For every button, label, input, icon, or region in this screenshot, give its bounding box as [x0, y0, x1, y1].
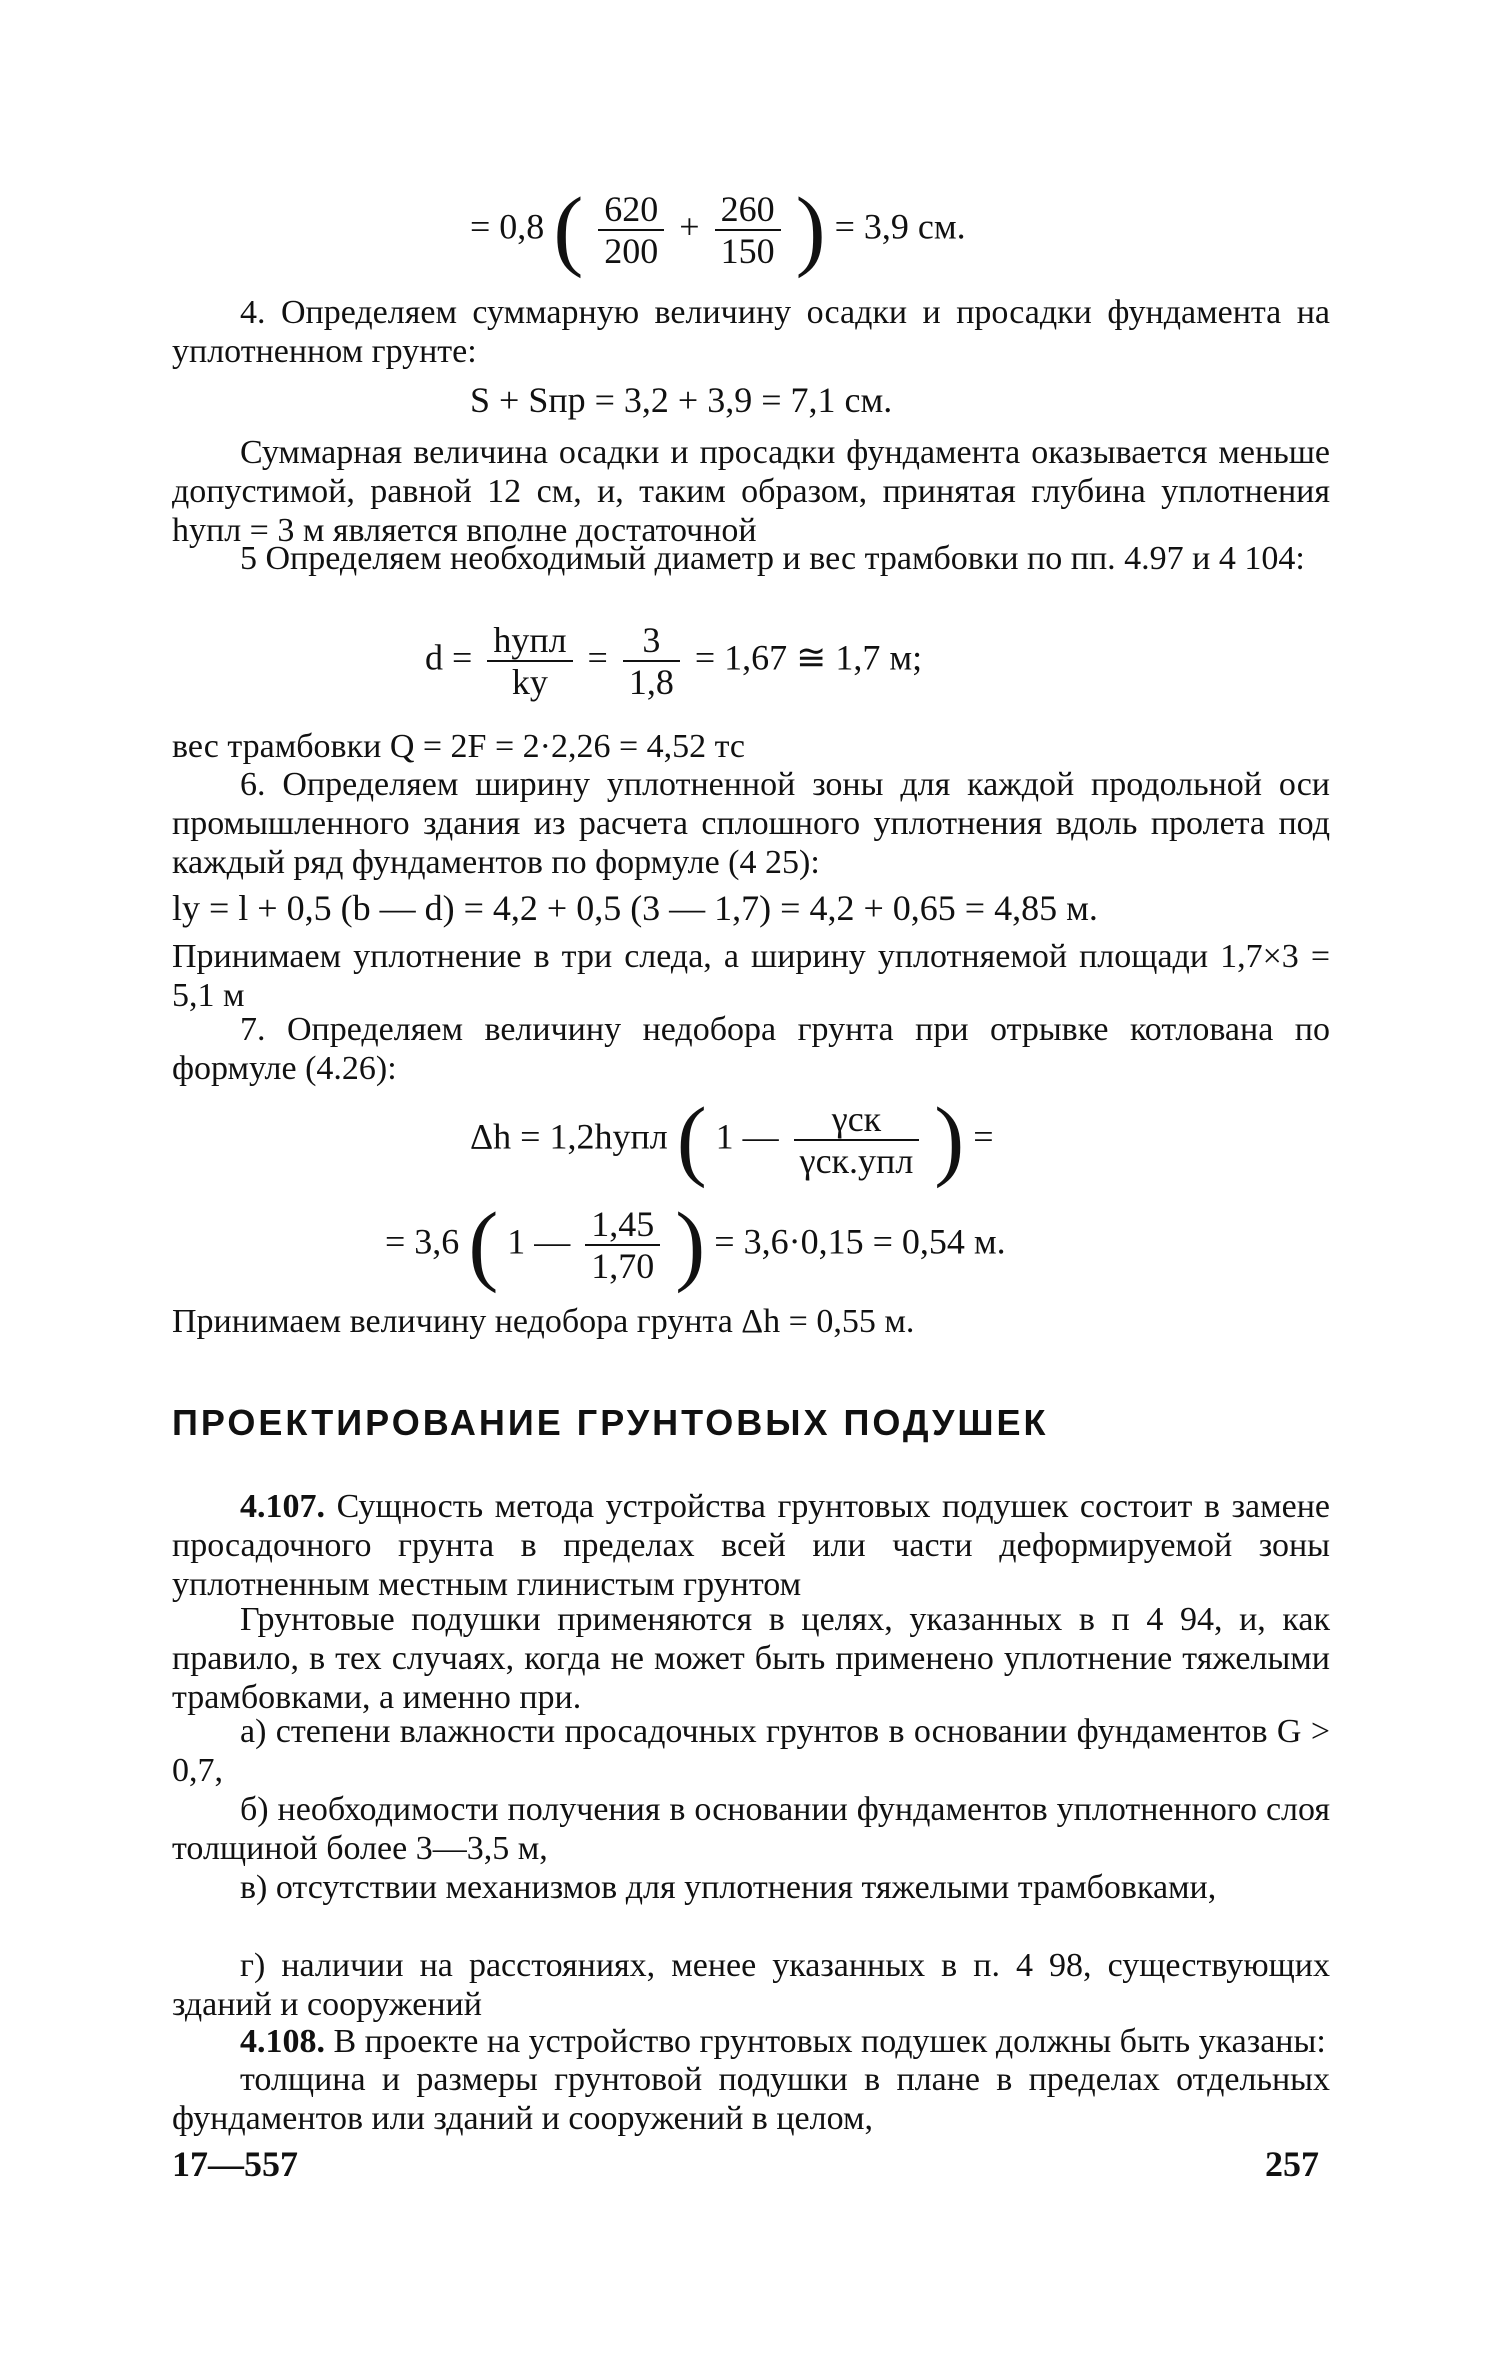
formula-sum-ratio: = 0,8 ( $\frac{620}{200}$ + $\frac{260}{150}$ ) = 3,9 см.: [470, 180, 966, 279]
fraction-gamma: $\frac{\text{γск}}{\text{γск.упл}}$: [794, 1099, 920, 1181]
fraction-3-18: $\frac{3}{1,8}$: [623, 620, 680, 702]
paragraph-use: Грунтовые подушки применяются в целях, указанных в п 4 94, и, как правило, в тех случаях, когда не может быть применено уплотнение тяжелыми трамбовками, а именно при.: [172, 1601, 1330, 1716]
paragraph-accept-2: Принимаем величину недобора грунта Δh = 0,55 м.: [172, 1303, 915, 1340]
formula-lead: = 0,8: [470, 206, 545, 247]
section-heading: ПРОЕКТИРОВАНИЕ ГРУНТОВЫХ ПОДУШЕК: [172, 1402, 1049, 1443]
footer-signature: 17—557: [172, 2144, 298, 2184]
page-number: 257: [1265, 2144, 1319, 2184]
paragraph-sum: Суммарная величина осадки и просадки фундамента оказывается меньше допустимой, равной 12 см, и, таким образом, принятая глубина уплотнения hупл = 3 м является вполне достаточной: [172, 434, 1330, 549]
formula-width: lу = l + 0,5 (b — d) = 4,2 + 0,5 (3 — 1,7) = 4,2 + 0,65 = 4,85 м.: [172, 888, 1098, 928]
paragraph-7: 7. Определяем величину недобора грунта при отрывке котлована по формуле (4.26):: [172, 1011, 1330, 1087]
list-item-g: г) наличии на расстояниях, менее указанных в п. 4 98, существующих зданий и сооружений: [172, 1947, 1330, 2023]
paragraph-4: 4. Определяем суммарную величину осадки и просадки фундамента на уплотненном грунте:: [172, 294, 1330, 370]
formula-delta-h-result: = 3,6 ( 1 — $\frac{1,45}{1,70}$ ) = 3,6·0,15 = 0,54 м.: [385, 1195, 1006, 1294]
fraction-b: $\frac{260}{150}$: [715, 189, 781, 271]
formula-delta-h: Δh = 1,2hупл ( 1 — $\frac{\text{γск}}{\text{γск.упл}}$ ) =: [470, 1090, 994, 1189]
formula-total-settlement: S + Sпр = 3,2 + 3,9 = 7,1 см.: [470, 380, 893, 420]
paragraph-4-107: 4.107. Сущность метода устройства грунтовых подушек состоит в замене просадочного грунта в пределах всей или части деформируемой зоны уплотненным местным глинистым грунтом: [172, 1488, 1331, 1603]
list-item-a: а) степени влажности просадочных грунтов в основании фундаментов G > 0,7,: [172, 1713, 1330, 1789]
paragraph-accept-1: Принимаем уплотнение в три следа, а ширину уплотняемой площади 1,7×3 = 5,1 м: [172, 938, 1330, 1014]
paragraph-thickness: толщина и размеры грунтовой подушки в плане в пределах отдельных фундаментов или зданий и сооружений в целом,: [172, 2061, 1330, 2137]
fraction-h-k: $\frac{\text{hупл}}{kу}$: [487, 620, 572, 702]
fraction-145-170: $\frac{1,45}{1,70}$: [585, 1204, 660, 1286]
paragraph-4-108: 4.108. В проекте на устройство грунтовых подушек должны быть указаны:: [240, 2023, 1326, 2060]
formula-result: = 3,9 см.: [834, 206, 966, 247]
paragraph-weight: вес трамбовки Q = 2F = 2·2,26 = 4,52 тс: [172, 728, 746, 765]
fraction-a: $\frac{620}{200}$: [598, 189, 664, 271]
list-item-v: в) отсутствии механизмов для уплотнения тяжелыми трамбовками,: [240, 1869, 1217, 1906]
paragraph-5: 5 Определяем необходимый диаметр и вес трамбовки по пп. 4.97 и 4 104:: [240, 540, 1305, 577]
formula-diameter: d = $\frac{\text{hупл}}{kу}$ = $\frac{3}{1,8}$ = 1,67 ≅ 1,7 м;: [425, 620, 923, 702]
paragraph-6: 6. Определяем ширину уплотненной зоны для каждой продольной оси промышленного здания из расчета сплошного уплотнения вдоль пролета под каждый ряд фундаментов по формуле (4 25):: [172, 766, 1330, 881]
list-item-b: б) необходимости получения в основании фундаментов уплотненного слоя толщиной более 3—3,5 м,: [172, 1791, 1330, 1867]
